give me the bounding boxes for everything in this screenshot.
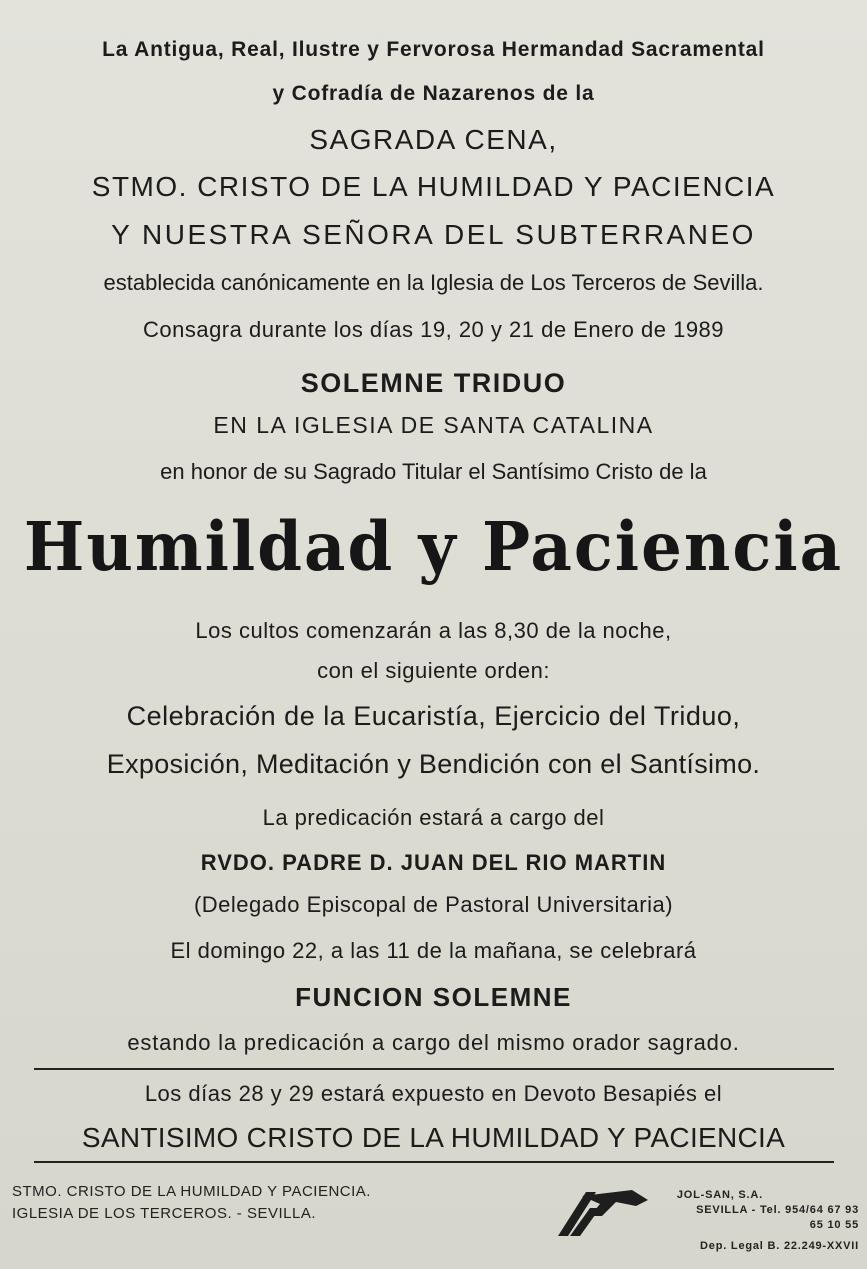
triduo-dates: Consagra durante los días 19, 20 y 21 de Enero de 1989: [142, 317, 725, 342]
printer-name: JOL-SAN, S.A.: [676, 1189, 763, 1201]
preaching-note: La predicación estará a cargo del: [262, 805, 605, 830]
besapies-days: Los días 28 y 29 estará expuesto en Devoto Besapiés el: [144, 1081, 723, 1106]
printer-phone-2: 65 10 55: [809, 1219, 859, 1231]
legal-deposit: Dep. Legal B. 22.249-XXVII: [700, 1240, 859, 1252]
preacher-name: RVDO. PADRE D. JUAN DEL RIO MARTIN: [200, 850, 667, 875]
title-sagrada-cena: SAGRADA CENA,: [309, 124, 558, 155]
triduo-honor: en honor de su Sagrado Titular el Santísimo Cristo de la: [160, 459, 707, 484]
sunday-note: El domingo 22, a las 11 de la mañana, se celebrará: [170, 938, 697, 963]
funcion-heading: FUNCION SOLEMNE: [295, 982, 572, 1012]
triduo-heading: SOLEMNE TRIDUO: [300, 368, 567, 398]
divider-rule-bottom: [34, 1161, 834, 1163]
besapies-title: SANTISIMO CRISTO DE LA HUMILDAD Y PACIENCIA: [81, 1122, 786, 1153]
funcion-preaching: estando la predicación a cargo del mismo orador sagrado.: [127, 1030, 740, 1055]
footer-left-line2: IGLESIA DE LOS TERCEROS. - SEVILLA.: [12, 1205, 316, 1222]
brotherhood-name-line2: y Cofradía de Nazarenos de la: [272, 82, 595, 105]
printer-logo: [556, 1186, 648, 1238]
printer-phone: SEVILLA - Tel. 954/64 67 93: [696, 1204, 859, 1216]
title-senora: Y NUESTRA SEÑORA DEL SUBTERRANEO: [111, 219, 756, 250]
cultos-order: con el siguiente orden:: [317, 658, 550, 683]
cultos-start: Los cultos comenzarán a las 8,30 de la noche,: [195, 618, 672, 643]
preacher-role: (Delegado Episcopal de Pastoral Universitaria): [193, 892, 674, 917]
brotherhood-name-line1: La Antigua, Real, Ilustre y Fervorosa Hermandad Sacramental: [102, 38, 765, 61]
title-cristo: STMO. CRISTO DE LA HUMILDAD Y PACIENCIA: [91, 171, 776, 202]
gothic-title: Humildad y Paciencia: [23, 508, 844, 587]
cultos-items-2: Exposición, Meditación y Bendición con el Santísimo.: [106, 749, 761, 779]
divider-rule-top: [34, 1068, 834, 1070]
established-note: establecida canónicamente en la Iglesia de Los Terceros de Sevilla.: [103, 270, 764, 295]
cultos-items-1: Celebración de la Eucaristía, Ejercicio del Triduo,: [126, 701, 741, 731]
footer-left-line1: STMO. CRISTO DE LA HUMILDAD Y PACIENCIA.: [12, 1183, 371, 1200]
triduo-church: EN LA IGLESIA DE SANTA CATALINA: [213, 412, 654, 438]
